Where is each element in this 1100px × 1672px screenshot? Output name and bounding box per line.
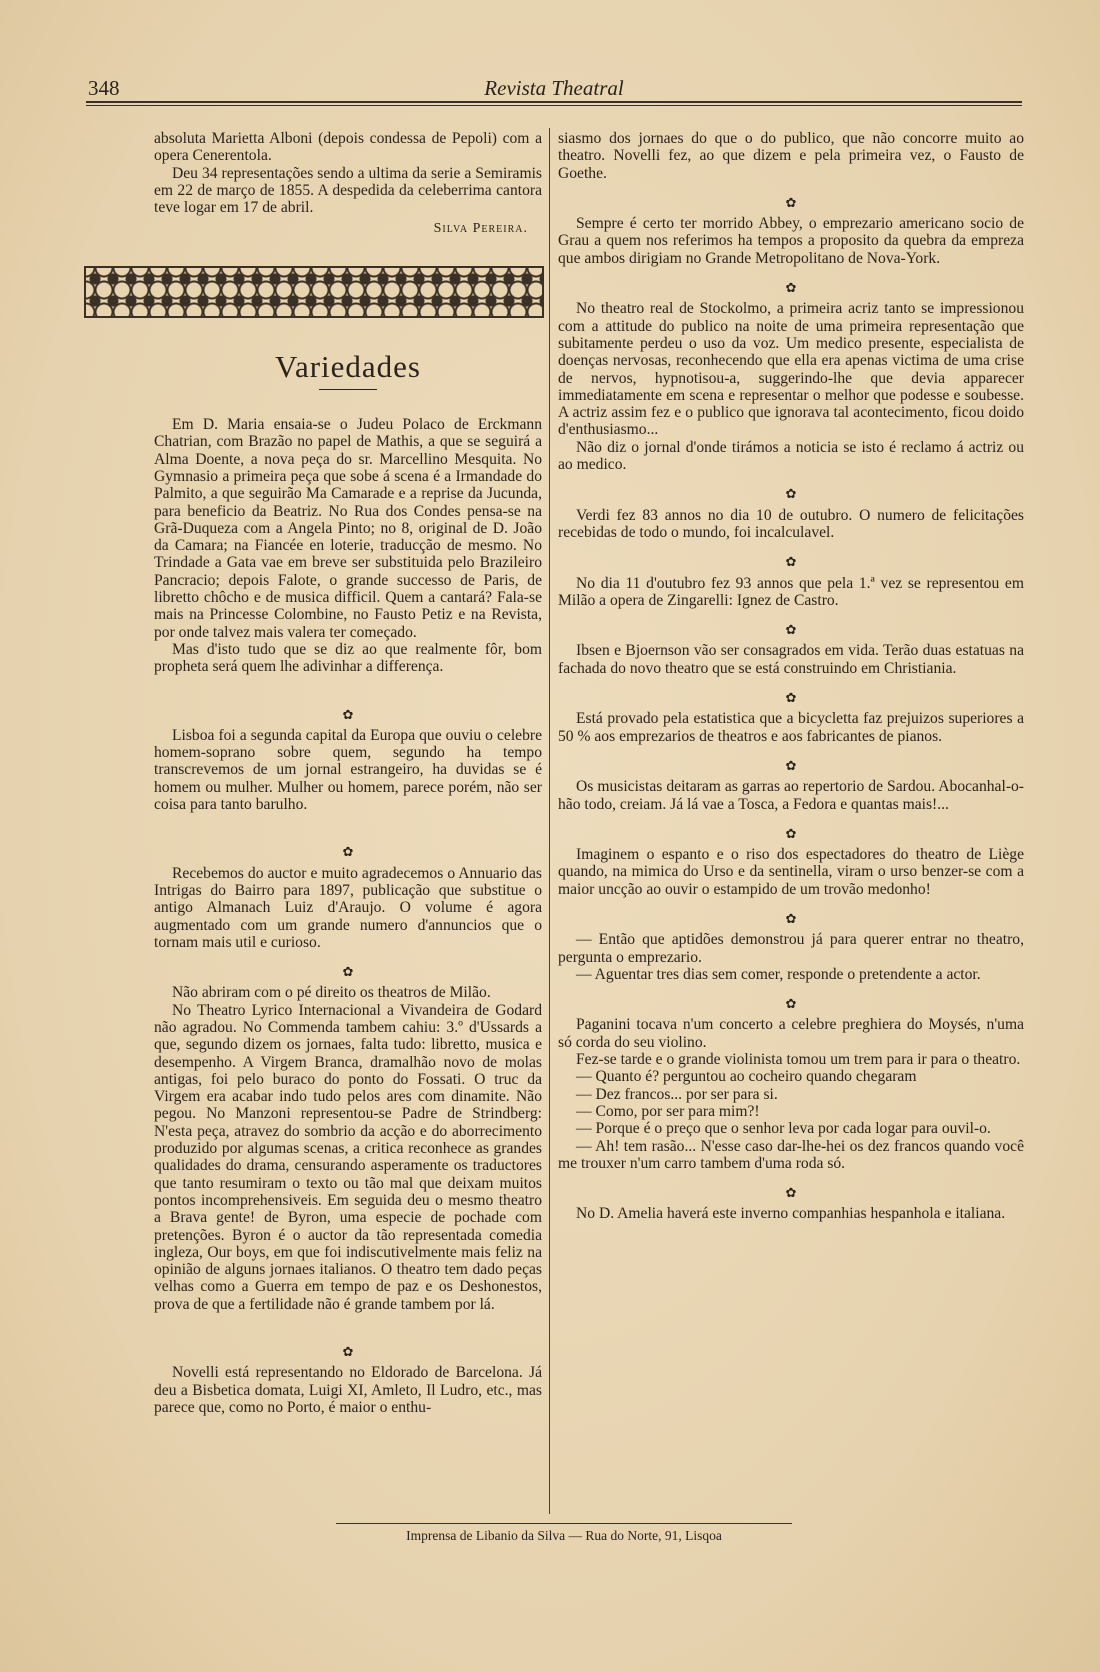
separator-ornament-icon: ✿ bbox=[785, 757, 797, 773]
author-signature: Silva Pereira. bbox=[433, 221, 528, 237]
separator-ornament-icon: ✿ bbox=[342, 706, 354, 722]
page-header bbox=[86, 74, 1022, 104]
separator-ornament-icon: ✿ bbox=[342, 964, 354, 980]
paragraph: Em D. Maria ensaia-se o Judeu Polaco de Erckmann Chatrian, com Brazão no papel de Mathis, a que se seguirá a Alma Doente, a nova peça do sr. Marcellino Mesquita. No Gymnasio a primeira peça que sobe á scena é a Irmandade do Palmito, a que seguirão Ma Camarade e a reprise da Jucunda, para beneficio da Beatriz. No Rua dos Condes pensa-se na Grã-Duqueza com a Angela Pinto; no 8, original de D. João da Camara; na Fiancée en loterie, traducção de mesmo. No Trindade a Gata vae em breve ser substituida pelo Brazileiro Pancracio; depois Falote, o grande successo de Paris, de libretto chôcho e de musica difficil. Quem a cantará? Fala-se mais na Princesse Colombine, no Fausto Petiz e na Revista, por onde talvez mais valera ter começado. bbox=[154, 416, 542, 641]
column-divider bbox=[549, 128, 550, 1514]
page-number: 348 bbox=[88, 76, 120, 100]
journal-title: Revista Theatral bbox=[484, 76, 624, 100]
separator-ornament-icon: ✿ bbox=[342, 1344, 354, 1360]
paragraph: Novelli está representando no Eldorado de Barcelona. Já deu a Bisbetica domata, Luigi XI, Amleto, Il Ludro, etc., mas parece que, como no Porto, é maior o enthu- bbox=[154, 1364, 542, 1416]
separator-ornament-icon: ✿ bbox=[785, 622, 797, 638]
separator-ornament-icon: ✿ bbox=[785, 996, 797, 1012]
paragraph: Mas d'isto tudo que se diz ao que realmente fôr, bom propheta será quem lhe adivinhar a differença. bbox=[154, 640, 542, 676]
paragraph: Não abriram com o pé direito os theatros de Milão. bbox=[172, 984, 491, 1002]
paragraph: absoluta Marietta Alboni (depois condessa de Pepoli) com a opera Cenerentola. bbox=[154, 130, 542, 165]
paragraph: Lisboa foi a segunda capital da Europa que ouviu o celebre homem-soprano sobre quem, segundo ha tempo transcrevemos de um jornal estrangeiro, ha duvidas se é homem ou mulher. Mulher ou homem, parece porém, não ser coisa para tanto barulho. bbox=[154, 726, 542, 814]
separator-ornament-icon: ✿ bbox=[342, 844, 354, 860]
paragraph: Paganini tocava n'um concerto a celebre preghiera do Moysés, n'uma só corda do seu violino. bbox=[558, 1016, 1024, 1051]
paragraph: No dia 11 d'outubro fez 93 annos que pela 1.ª vez se representou em Milão a opera de Zingarelli: Ignez de Castro. bbox=[558, 574, 1024, 609]
paragraph: No D. Amelia haverá este inverno companhias hespanhola e italiana. bbox=[576, 1205, 1006, 1223]
paragraph: Fez-se tarde e o grande violinista tomou um trem para ir para o theatro. bbox=[576, 1051, 1021, 1069]
section-title: Variedades bbox=[275, 348, 421, 384]
separator-ornament-icon: ✿ bbox=[785, 1185, 797, 1201]
header-rule-thin bbox=[86, 105, 1022, 106]
separator-ornament-icon: ✿ bbox=[785, 690, 797, 706]
paragraph: Os musicistas deitaram as garras ao repertorio de Sardou. Abocanhal-o-hão todo, creiam. Já lá vae a Tosca, a Fedora e quantas mais!... bbox=[558, 778, 1024, 813]
paragraph: No Theatro Lyrico Internacional a Vivandeira de Godard não agradou. No Commenda tambem cahiu: 3.º d'Ussards a que, segundo dizem os jornaes, falta tudo: libretto, musica e desempenho. A Virgem Branca, dramalhão novo de molas antigas, foi pelo buraco do ponto do Fossati. O truc da Virgem era acabar indo tudo pelos ares com dinamite. Não pegou. No Manzoni representou-se Padre de Strindberg: N'esta peça, atravez do sombrio da acção e do aborrecimento produzido por algumas scenas, a critica reconhece as grandes qualidades do drama, censurando asperamente os traductores que tanto resumiram o texto ou tão mal que deixam muitos pontos incomprehensiveis. Em seguida deu o mesmo theatro a Brava gente! de Byron, uma especie de pochade com pretenções. Byron é o auctor da tão representada comedia ingleza, Our boys, em que foi indiscutivelmente mais feliz na opinião de alguns jornaes italianos. O theatro tem dado peças velhas como a Guerra em tempo de paz e os Deshonestos, prova de que a fertilidade não é grande tambem por lá. bbox=[154, 1001, 542, 1313]
paragraph: — Aguentar tres dias sem comer, responde o pretendente a actor. bbox=[576, 965, 981, 983]
left-column bbox=[154, 130, 542, 1416]
separator-ornament-icon: ✿ bbox=[785, 486, 797, 502]
separator-ornament-icon: ✿ bbox=[785, 825, 797, 841]
paragraph: siasmo dos jornaes do que o do publico, que não concorre muito ao theatro. Novelli fez, ao que dizem e pela primeira vez, o Fausto de Goethe. bbox=[558, 130, 1024, 182]
paragraph: — Como, por ser para mim?! bbox=[576, 1102, 760, 1120]
paragraph: — Então que aptidões demonstrou já para querer entrar no theatro, pergunta o emprezario. bbox=[558, 931, 1024, 966]
ornamental-band bbox=[84, 266, 544, 318]
paragraph: Sempre é certo ter morrido Abbey, o emprezario americano socio de Grau a quem nos referimos ha tempos a proposito da quebra da empreza que ambos dirigiam no Grande Metropolitano de Nova-York. bbox=[558, 215, 1024, 267]
separator-ornament-icon: ✿ bbox=[785, 194, 797, 210]
paragraph: No theatro real de Stockolmo, a primeira acriz tanto se impressionou com a attitude do publico na noite de uma primeira representação que subitamente perdeu o uso da voz. Um medico presente, especialista de doenças nervosas, reconhecendo que ella era apenas victima de uma crise de nervos, hypnotisou-a, suggerindo-lhe que devia apparecer immediatamente em scena e representar o melhor que podesse e soubesse. A actriz assim fez e o publico que ignorava tal acontecimento, ficou doido d'enthusiasmo... bbox=[558, 300, 1024, 439]
separator-ornament-icon: ✿ bbox=[785, 554, 797, 570]
section-rule bbox=[319, 389, 377, 390]
printer-imprint: Imprensa de Libanio da Silva — Rua do Norte, 91, Lisqoa bbox=[336, 1523, 792, 1544]
paragraph: Recebemos do auctor e muito agradecemos o Annuario das Intrigas do Bairro para 1897, publicação que substitue o antigo Almanach Luiz d'Araujo. O volume é agora augmentado com um grande numero d'annuncios que o tornam mais util e curioso. bbox=[154, 864, 542, 951]
paragraph: — Quanto é? perguntou ao cocheiro quando chegaram bbox=[576, 1068, 917, 1086]
paragraph: Não diz o jornal d'onde tirámos a noticia se isto é reclamo á actriz ou ao medico. bbox=[558, 438, 1024, 474]
separator-ornament-icon: ✿ bbox=[785, 280, 797, 296]
paragraph: Ibsen e Bjoernson vão ser consagrados em vida. Terão duas estatuas na fachada do novo theatro que se está construindo em Christiania. bbox=[558, 642, 1024, 677]
paragraph: Deu 34 representações sendo a ultima da serie a Semiramis em 22 de março de 1855. A despedida da celeberrima cantora teve logar em 17 de abril. bbox=[154, 164, 542, 217]
paragraph: — Dez francos... por ser para si. bbox=[576, 1085, 778, 1103]
right-column bbox=[558, 130, 1024, 1223]
paragraph: — Ah! tem rasão... N'esse caso dar-lhe-hei os dez francos quando você me trouxer n'um carro tambem d'uma roda só. bbox=[558, 1137, 1024, 1172]
paragraph: Imaginem o espanto e o riso dos espectadores do theatro de Liège quando, na mimica do Urso e da sentinella, viram o urso benzer-se com a maior uncção ao ouvir o estampido de um trovão medonho! bbox=[558, 846, 1024, 898]
paragraph: Está provado pela estatistica que a bicycletta faz prejuizos superiores a 50 % aos emprezarios de theatros e aos fabricantes de pianos. bbox=[558, 710, 1024, 745]
header-rule bbox=[86, 101, 1022, 103]
paragraph: Verdi fez 83 annos no dia 10 de outubro. O numero de felicitações recebidas de todo o mundo, foi incalculavel. bbox=[558, 506, 1024, 541]
separator-ornament-icon: ✿ bbox=[785, 910, 797, 926]
paragraph: — Porque é o preço que o senhor leva por cada logar para ouvil-o. bbox=[576, 1120, 991, 1138]
